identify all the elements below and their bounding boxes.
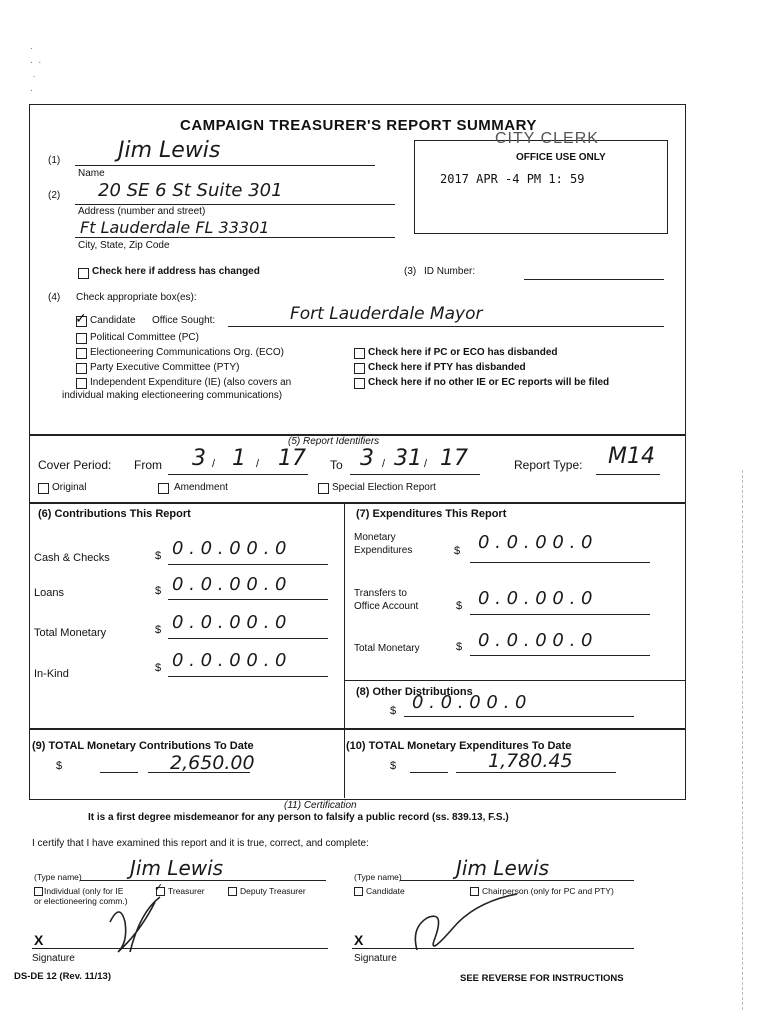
individual-checkbox[interactable]	[34, 887, 43, 896]
monetary-exp-value: 0 . 0 . 0 0 . 0	[478, 532, 593, 553]
identifiers-header: (5) Report Identifiers	[288, 436, 380, 447]
total-contrib-line-2	[148, 772, 250, 773]
office-sought-value: Fort Lauderdale Mayor	[290, 304, 483, 324]
total-exp-line	[470, 655, 650, 656]
left-signature-scribble	[100, 892, 170, 962]
ie-label-2: individual making electioneering communications)	[62, 390, 283, 401]
total-exp-to-date-value: 1,780.45	[488, 750, 573, 772]
other-dist-value: 0 . 0 . 0 0 . 0	[412, 692, 527, 713]
address-changed-label: Check here if address has changed	[92, 266, 260, 277]
amendment-label: Amendment	[174, 482, 228, 493]
report-type-value: M14	[608, 444, 655, 469]
monetary-exp-label-2: Expenditures	[354, 545, 413, 556]
candidate-check-mark: ✓	[75, 310, 87, 326]
total-contrib-header: (9) TOTAL Monetary Contributions To Date	[32, 740, 254, 752]
right-signature-scribble	[405, 888, 525, 960]
name-line	[75, 165, 375, 166]
total-exp-to-date-line-2	[456, 772, 616, 773]
from-label: From	[134, 458, 162, 472]
in-kind-label: In-Kind	[34, 668, 69, 680]
right-typed-name: Jim Lewis	[456, 856, 550, 880]
chairperson-label: Chairperson (only for PC and PTY)	[482, 886, 614, 896]
total-monetary-value: 0 . 0 . 0 0 . 0	[172, 612, 287, 633]
disband-pty-label: Check here if PTY has disbanded	[368, 362, 526, 373]
total-monetary-label: Total Monetary	[34, 627, 107, 639]
form-section-totals	[29, 728, 686, 800]
city-clerk-stamp: CITY CLERK	[495, 130, 599, 147]
total-exp-to-date-line-1	[410, 772, 448, 773]
cash-checks-label: Cash & Checks	[34, 552, 110, 564]
original-label: Original	[52, 482, 87, 493]
office-sought-line	[228, 326, 664, 327]
name-value: Jim Lewis	[118, 138, 221, 163]
from-year: 17	[278, 446, 306, 471]
loans-dollar: $	[155, 585, 162, 597]
total-exp-label: Total Monetary	[354, 643, 420, 654]
cash-value: 0 . 0 . 0 0 . 0	[172, 538, 287, 559]
deputy-checkbox[interactable]	[228, 887, 237, 896]
ie-label: Independent Expenditure (IE) (also covers an	[90, 377, 292, 388]
other-dist-header: (8) Other Distributions	[356, 686, 473, 698]
cert-candidate-label: Candidate	[366, 886, 405, 896]
form-id: DS-DE 12 (Rev. 11/13)	[14, 971, 111, 982]
id-number-line	[524, 279, 664, 280]
check-boxes-label: Check appropriate box(es):	[76, 292, 197, 303]
in-kind-value: 0 . 0 . 0 0 . 0	[172, 650, 287, 671]
transfers-value: 0 . 0 . 0 0 . 0	[478, 588, 593, 609]
id-number-label: ID Number:	[424, 266, 476, 277]
total-contrib-line-1	[100, 772, 138, 773]
expenditures-header: (7) Expenditures This Report	[356, 508, 507, 520]
to-sep-2: /	[424, 458, 428, 470]
page-title: CAMPAIGN TREASURER'S REPORT SUMMARY	[180, 117, 537, 134]
individual-label-2: or electioneering comm.)	[34, 896, 128, 906]
special-label: Special Election Report	[332, 482, 436, 493]
from-sep-1: /	[212, 458, 216, 470]
amendment-checkbox[interactable]	[158, 483, 169, 494]
pty-checkbox[interactable]	[76, 363, 87, 374]
right-type-name-line	[400, 880, 634, 881]
transfers-line	[470, 614, 650, 615]
disband-pty-checkbox[interactable]	[354, 363, 365, 374]
disband-pc-checkbox[interactable]	[354, 348, 365, 359]
disband-pc-label: Check here if PC or ECO has disbanded	[368, 347, 558, 358]
left-typed-name: Jim Lewis	[130, 856, 224, 880]
right-signature-line	[352, 948, 634, 949]
transfers-label-2: Office Account	[354, 601, 419, 612]
loans-label: Loans	[34, 587, 64, 599]
right-signature-x: X	[354, 932, 364, 948]
to-sep-1: /	[382, 458, 386, 470]
right-type-name-label: (Type name)	[354, 872, 402, 882]
other-dist-line	[404, 716, 634, 717]
ie-checkbox[interactable]	[76, 378, 87, 389]
report-type-line	[596, 474, 660, 475]
cover-period-label: Cover Period:	[38, 458, 112, 472]
to-label: To	[330, 458, 343, 472]
eco-checkbox[interactable]	[76, 348, 87, 359]
name-label: Name	[78, 168, 105, 179]
pty-label: Party Executive Committee (PTY)	[90, 362, 240, 373]
monetary-exp-line	[470, 562, 650, 563]
left-type-name-label: (Type name)	[34, 872, 82, 882]
date-stamp: 2017 APR -4 PM 1: 59	[440, 172, 585, 186]
total-exp-dollar: $	[456, 641, 463, 653]
from-sep-2: /	[256, 458, 260, 470]
to-year: 17	[440, 446, 468, 471]
field1-num: (1)	[48, 155, 61, 166]
in-kind-dollar: $	[155, 662, 162, 674]
other-dist-dollar: $	[390, 705, 397, 717]
treasurer-check-mark: ✓	[154, 882, 164, 894]
deputy-label: Deputy Treasurer	[240, 886, 306, 896]
city-value: Ft Lauderdale FL 33301	[80, 218, 270, 237]
address-line	[75, 204, 395, 205]
to-day: 31	[394, 446, 422, 471]
misdemeanor-warning: It is a first degree misdemeanor for any person to falsify a public record (ss. 839.13, F.S.)	[88, 812, 509, 823]
total-contrib-value: 2,650.00	[170, 752, 255, 774]
cash-dollar: $	[155, 550, 162, 562]
report-type-label: Report Type:	[514, 458, 583, 472]
left-signature-line	[32, 948, 328, 949]
no-other-checkbox[interactable]	[354, 378, 365, 389]
to-line	[350, 474, 480, 475]
total-monetary-dollar: $	[155, 624, 162, 636]
special-checkbox[interactable]	[318, 483, 329, 494]
eco-label: Electioneering Communications Org. (ECO)	[90, 347, 284, 358]
in-kind-line	[168, 676, 328, 677]
city-label: City, State, Zip Code	[78, 240, 170, 251]
address-changed-checkbox[interactable]	[78, 268, 89, 279]
field4-num: (4)	[48, 292, 61, 303]
loans-value: 0 . 0 . 0 0 . 0	[172, 574, 287, 595]
office-use-label: OFFICE USE ONLY	[516, 152, 606, 163]
certification-header: (11) Certification	[284, 800, 357, 811]
left-signature-label: Signature	[32, 953, 75, 964]
loans-line	[168, 599, 328, 600]
transfers-dollar: $	[456, 600, 463, 612]
total-exp-to-date-dollar: $	[390, 760, 397, 772]
candidate-label: Candidate	[90, 315, 136, 326]
total-exp-to-date-header: (10) TOTAL Monetary Expenditures To Date	[346, 740, 572, 752]
other-dist-divider	[344, 680, 685, 681]
reverse-instructions: SEE REVERSE FOR INSTRUCTIONS	[460, 973, 624, 984]
total-monetary-line	[168, 638, 328, 639]
monetary-exp-label: Monetary	[354, 532, 396, 543]
scan-marks: . . . . .	[30, 41, 42, 94]
monetary-exp-dollar: $	[454, 545, 461, 557]
right-signature-label: Signature	[354, 953, 397, 964]
individual-label: Individual (only for IE	[44, 886, 124, 896]
transfers-label: Transfers to	[354, 588, 407, 599]
to-month: 3	[360, 446, 374, 471]
from-line	[168, 474, 308, 475]
original-checkbox[interactable]	[38, 483, 49, 494]
city-line	[75, 237, 395, 238]
no-other-label: Check here if no other IE or EC reports will be filed	[368, 377, 610, 388]
from-day: 1	[232, 446, 246, 471]
scan-edge-artifact	[742, 470, 743, 1010]
address-value: 20 SE 6 St Suite 301	[98, 180, 283, 201]
contributions-header: (6) Contributions This Report	[38, 508, 191, 520]
left-signature-x: X	[34, 932, 44, 948]
from-month: 3	[192, 446, 206, 471]
pc-label: Political Committee (PC)	[90, 332, 199, 343]
field2-num: (2)	[48, 190, 61, 201]
pc-checkbox[interactable]	[76, 333, 87, 344]
left-type-name-line	[80, 880, 326, 881]
treasurer-label: Treasurer	[168, 886, 205, 896]
total-exp-value: 0 . 0 . 0 0 . 0	[478, 630, 593, 651]
cash-line	[168, 564, 328, 565]
field3-num: (3)	[404, 266, 417, 277]
address-label: Address (number and street)	[78, 206, 206, 217]
certify-text: I certify that I have examined this report and it is true, correct, and complete:	[32, 838, 369, 849]
office-sought-label: Office Sought:	[152, 315, 216, 326]
cert-candidate-checkbox[interactable]	[354, 887, 363, 896]
total-contrib-dollar: $	[56, 760, 63, 772]
